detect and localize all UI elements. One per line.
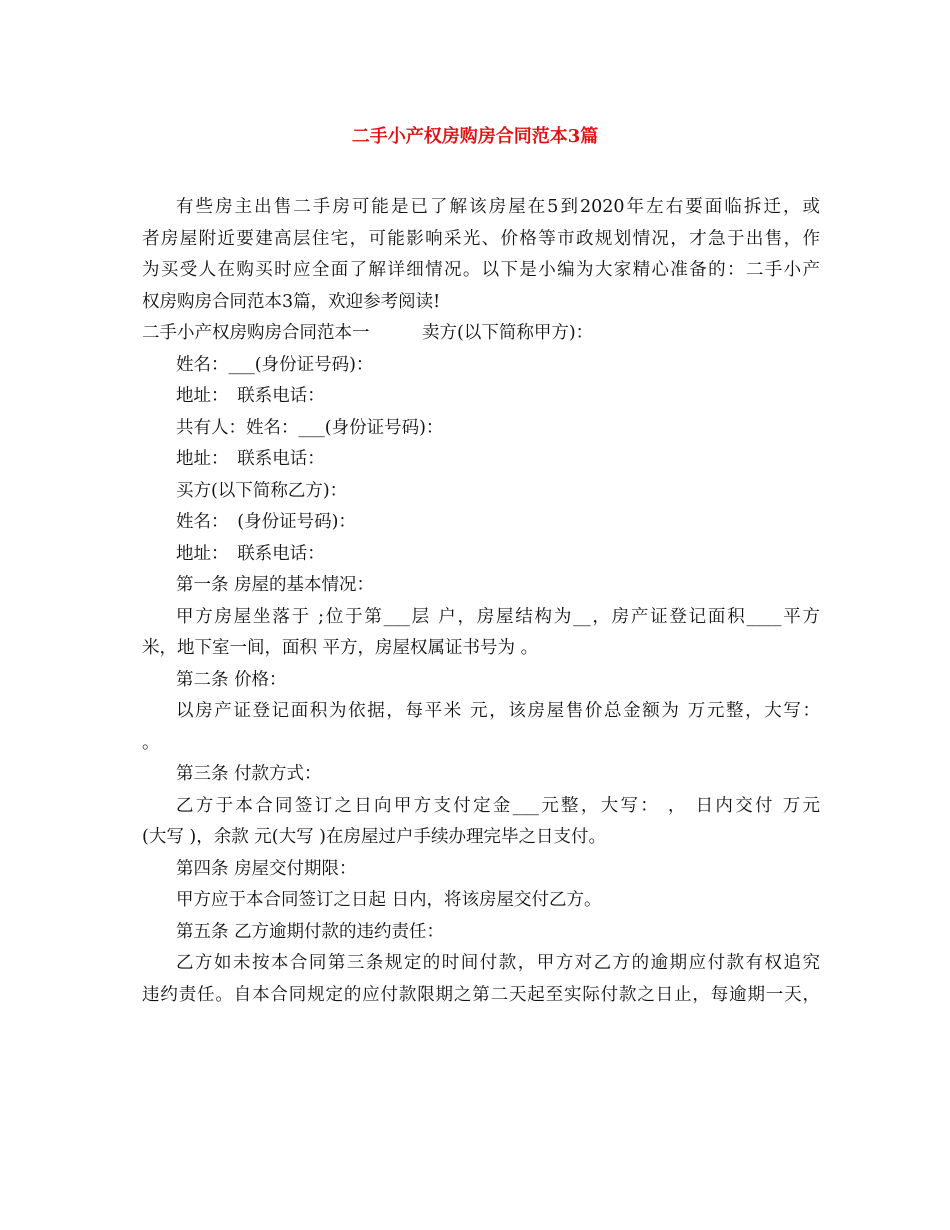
document-line: 者房屋附近要建高层住宅，可能影响采光、价格等市政规划情况，才急于出售，作 [142,228,820,249]
document-line: 以房产证登记面积为依据，每平米 元，该房屋售价总金额为 万元整，大写： [176,701,820,721]
document-title: 二手小产权房购房合同范本3篇 [351,126,599,147]
document-line: 地址： 联系电话： [176,386,325,406]
document-line: 第四条 房屋交付期限： [176,858,357,879]
document-line: 。 [142,732,160,753]
document-line: 甲方应于本合同签订之日起 日内，将该房屋交付乙方。 [176,890,602,910]
document-line: 第一条 房屋的基本情况： [176,575,375,595]
document-line: 姓名： (身份证号码)： [176,512,356,532]
document-line: 地址： 联系电话： [176,449,325,469]
document-line: 二手小产权房购房合同范本一 卖方(以下简称甲方)： [142,323,594,343]
document-line: 为买受人在购买时应全面了解详细情况。以下是小编为大家精心准备的：二手小产 [142,260,820,280]
document-line: 共有人：姓名：___(身份证号码)： [176,417,444,438]
document-line: 违约责任。自本合同规定的应付款限期之第二天起至实际付款之日止，每逾期一天， [142,984,820,1005]
document-line: 买方(以下简称乙方)： [176,480,348,501]
document-line: 乙方如未按本合同第三条规定的时间付款，甲方对乙方的逾期应付款有权追究 [176,953,820,973]
document-line: 姓名：___(身份证号码)： [176,354,374,375]
document-line: 第五条 乙方逾期付款的违约责任： [176,921,445,942]
document-line: 有些房主出售二手房可能是已了解该房屋在5到2020年左右要面临拆迁，或 [176,197,820,217]
document-line: 甲方房屋坐落于 ;位于第___层 户，房屋结构为__，房产证登记面积____平方 [176,606,820,627]
document-line: 乙方于本合同签订之日向甲方支付定金___元整，大写： ， 日内交付 万元 [176,795,820,816]
document-line: 米，地下室一间，面积 平方，房屋权属证书号为 。 [142,638,539,658]
document-line: 权房购房合同范本3篇，欢迎参考阅读! [142,291,441,312]
document-line: 地址： 联系电话： [176,543,325,564]
document-line: (大写 )，余款 元(大写 )在房屋过户手续办理完毕之日支付。 [142,827,606,847]
document-line: 第三条 付款方式： [176,764,322,784]
document-line: 第二条 价格： [176,669,287,690]
document-body [142,192,820,1011]
